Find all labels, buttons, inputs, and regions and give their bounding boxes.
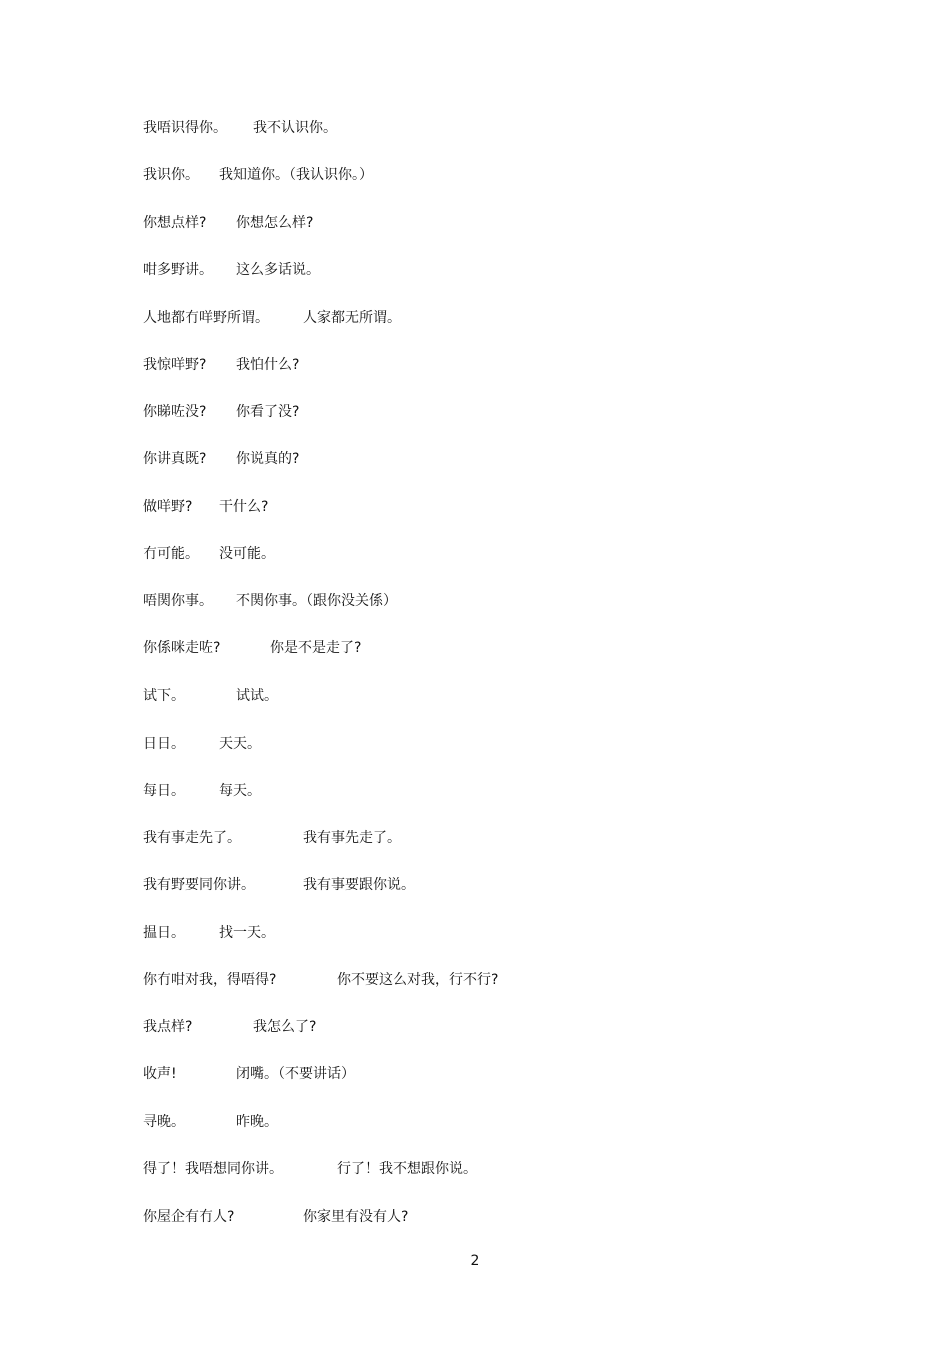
- cantonese-phrase: 你讲真既?: [143, 451, 207, 467]
- cantonese-phrase: 唔関你事。: [143, 593, 213, 609]
- phrase-line: [0, 636, 950, 660]
- mandarin-translation: 行了！我不想跟你说。: [337, 1161, 477, 1177]
- mandarin-translation: 没可能。: [219, 546, 275, 562]
- mandarin-translation: 我怕什么?: [236, 357, 300, 373]
- cantonese-phrase: 我点样?: [143, 1019, 193, 1035]
- mandarin-translation: 这么多话说。: [236, 262, 320, 278]
- mandarin-translation: 不関你事。（跟你没关係）: [236, 593, 397, 609]
- phrase-line: [0, 1157, 950, 1181]
- mandarin-translation: 你家里有没有人?: [303, 1209, 409, 1225]
- page-number: 2: [470, 1253, 480, 1269]
- cantonese-phrase: 寻晚。: [143, 1114, 185, 1130]
- cantonese-phrase: 我惊咩野?: [143, 357, 207, 373]
- mandarin-translation: 我怎么了?: [253, 1019, 317, 1035]
- phrase-line: [0, 1110, 950, 1134]
- cantonese-phrase: 你冇咁对我，得唔得?: [143, 972, 277, 988]
- mandarin-translation: 闭嘴。（不要讲话）: [236, 1066, 355, 1082]
- mandarin-translation: 昨晚。: [236, 1114, 278, 1130]
- cantonese-phrase: 每日。: [143, 783, 185, 799]
- phrase-line: [0, 732, 950, 756]
- mandarin-translation: 人家都无所谓。: [303, 310, 401, 326]
- cantonese-phrase: 你屋企有冇人?: [143, 1209, 235, 1225]
- cantonese-phrase: 日日。: [143, 736, 185, 752]
- phrase-line: [0, 353, 950, 377]
- mandarin-translation: 我不认识你。: [253, 120, 337, 136]
- mandarin-translation: 你不要这么对我，行不行?: [337, 972, 499, 988]
- cantonese-phrase: 咁多野讲。: [143, 262, 213, 278]
- phrase-line: [0, 589, 950, 613]
- cantonese-phrase: 你睇咗没?: [143, 404, 207, 420]
- cantonese-phrase: 揾日。: [143, 925, 185, 941]
- mandarin-translation: 每天。: [219, 783, 261, 799]
- phrase-line: [0, 1062, 950, 1086]
- cantonese-phrase: 人地都冇咩野所谓。: [143, 310, 269, 326]
- mandarin-translation: 我有事要跟你说。: [303, 877, 415, 893]
- phrase-line: [0, 306, 950, 330]
- mandarin-translation: 试试。: [236, 688, 278, 704]
- mandarin-translation: 你是不是走了?: [270, 640, 362, 656]
- phrase-line: [0, 211, 950, 235]
- cantonese-phrase: 我有事走先了。: [143, 830, 241, 846]
- mandarin-translation: 我知道你。（我认识你。）: [219, 167, 373, 183]
- phrase-line: [0, 447, 950, 471]
- cantonese-phrase: 我有野要同你讲。: [143, 877, 255, 893]
- cantonese-phrase: 试下。: [143, 688, 185, 704]
- phrase-line: [0, 826, 950, 850]
- cantonese-phrase: 你係咪走咗?: [143, 640, 221, 656]
- phrase-line: [0, 779, 950, 803]
- phrase-line: [0, 258, 950, 282]
- mandarin-translation: 干什么?: [219, 499, 269, 515]
- phrase-line: [0, 1015, 950, 1039]
- phrase-line: [0, 968, 950, 992]
- phrase-line: [0, 163, 950, 187]
- phrase-line: [0, 921, 950, 945]
- mandarin-translation: 你说真的?: [236, 451, 300, 467]
- mandarin-translation: 我有事先走了。: [303, 830, 401, 846]
- phrase-line: [0, 684, 950, 708]
- mandarin-translation: 你看了没?: [236, 404, 300, 420]
- phrase-line: [0, 1205, 950, 1229]
- mandarin-translation: 天天。: [219, 736, 261, 752]
- cantonese-phrase: 得了！我唔想同你讲。: [143, 1161, 283, 1177]
- phrase-line: [0, 542, 950, 566]
- mandarin-translation: 找一天。: [219, 925, 275, 941]
- cantonese-phrase: 冇可能。: [143, 546, 199, 562]
- cantonese-phrase: 我唔识得你。: [143, 120, 227, 136]
- cantonese-phrase: 收声!: [143, 1066, 177, 1082]
- cantonese-phrase: 做咩野?: [143, 499, 193, 515]
- phrase-line: [0, 400, 950, 424]
- cantonese-phrase: 我识你。: [143, 167, 199, 183]
- cantonese-phrase: 你想点样?: [143, 215, 207, 231]
- phrase-line: [0, 495, 950, 519]
- mandarin-translation: 你想怎么样?: [236, 215, 314, 231]
- phrase-line: [0, 873, 950, 897]
- phrase-line: [0, 116, 950, 140]
